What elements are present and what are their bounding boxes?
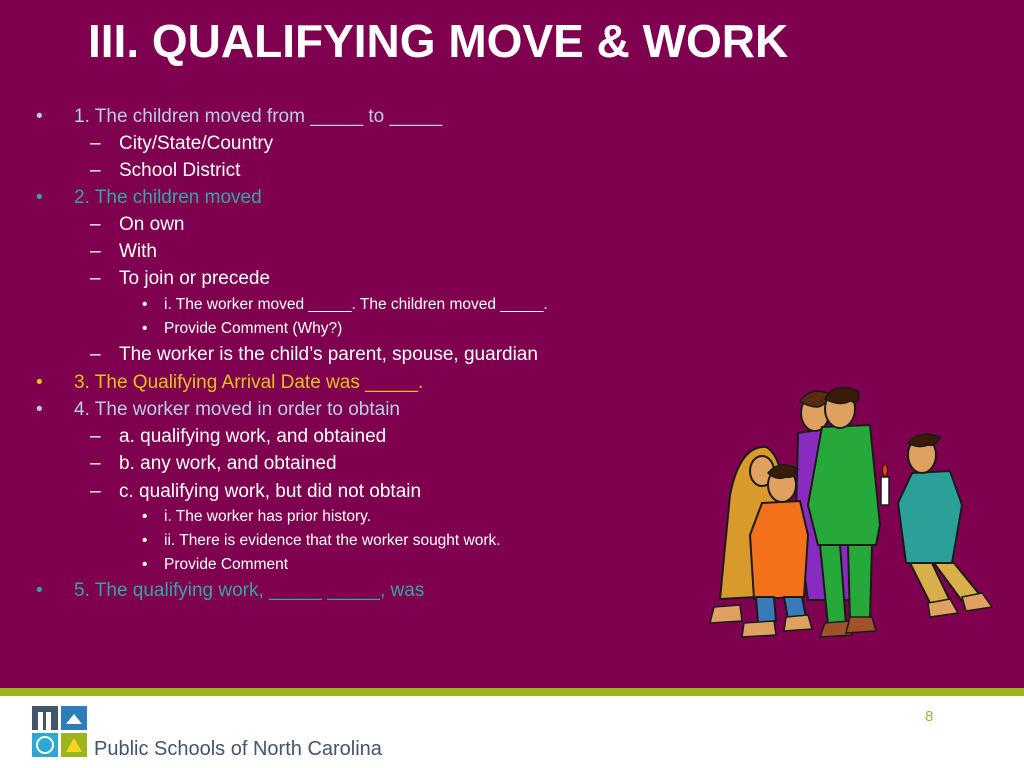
bullet-icon: • [142,556,148,573]
dash-icon: – [90,160,101,181]
bullet-icon: • [142,296,148,313]
bullet-icon: • [142,508,148,525]
dash-icon: – [90,268,101,289]
org-name: Public Schools of North Carolina [94,738,382,760]
dash-icon: – [90,453,101,474]
bullet-icon: • [142,320,148,337]
dash-icon: – [90,241,101,262]
nc-dpi-logo [30,702,92,762]
bullet-icon: • [36,372,43,393]
dash-icon: – [90,344,101,365]
dash-icon: – [90,214,101,235]
figure-teal [898,434,992,617]
candle-icon [881,463,889,505]
footer-accent-rule [0,688,1024,696]
bullet-icon: • [36,106,43,127]
bullet-icon: • [36,580,43,601]
bullet-list: • 1. The children moved from _____ to _____ – City/State/Country – School District • 2. The children moved – On own – With – To join or precede • i. The worker moved _____. The children moved _____. • Provide Comment (Why?) – The worker is the child’s parent, spouse, guardian • 3. The Qualifying Arrival Date was _____. • 4. The worker moved in order to obtain – a. qualifying work, and obtained – b. any work, and obtained – c. qualifying work, but did not obtain • i. The worker has prior history. • ii. There is evidence that the worker sought work. • Provide Comment • 5. The qualifying work, _____ _____, was [36,106,548,601]
dash-icon: – [90,426,101,447]
slide-title: III. QUALIFYING MOVE & WORK [88,15,789,67]
bullet-icon: • [36,399,43,420]
bullet-icon: • [36,187,43,208]
dash-icon: – [90,481,101,502]
dash-icon: – [90,133,101,154]
walking-family-illustration [700,385,1010,660]
page-number: 8 [925,708,934,725]
bullet-icon: • [142,532,148,549]
